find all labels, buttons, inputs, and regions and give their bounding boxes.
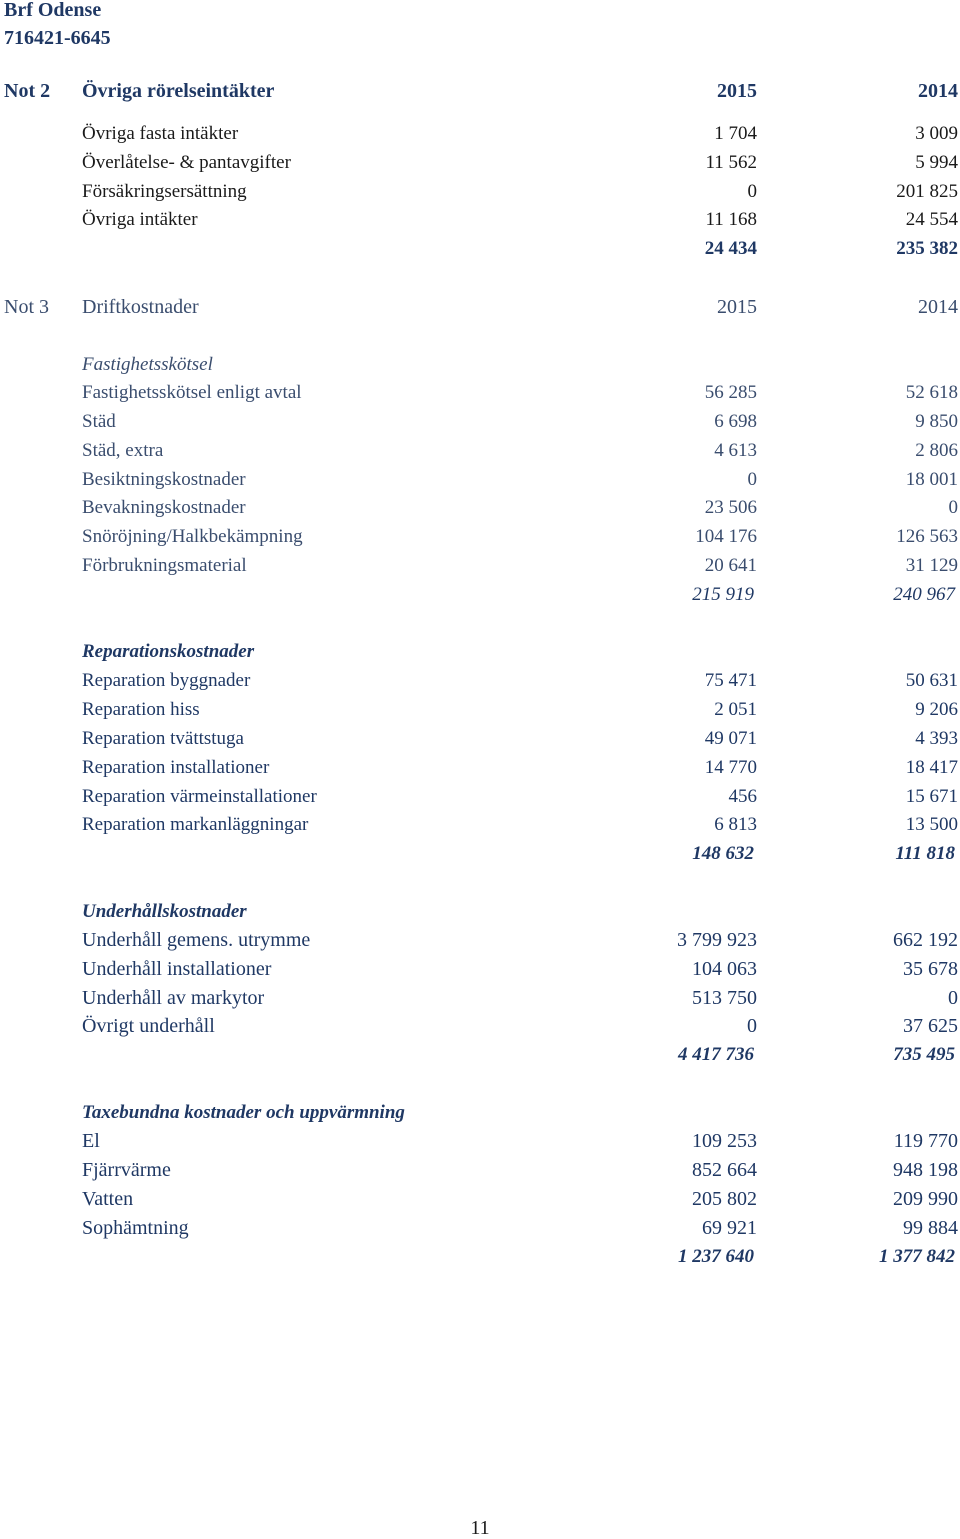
table-row-label: Besiktningskostnader <box>82 469 246 490</box>
table-row-value-2015: 11 168 <box>705 209 757 230</box>
table-row-value-2014: 3 009 <box>915 123 958 144</box>
table-row-label: Städ, extra <box>82 440 164 461</box>
table-row-label: Underhåll av markytor <box>82 987 265 1009</box>
table-row-label: Städ <box>82 411 116 432</box>
table-row-label: Reparation markanläggningar <box>82 814 309 835</box>
note2-year2: 2014 <box>918 80 958 102</box>
section-total-2015: 215 919 <box>692 584 754 605</box>
table-row-label: Bevakningskostnader <box>82 497 246 518</box>
section-total-2014: 111 818 <box>895 843 955 864</box>
table-row-value-2014: 119 770 <box>893 1130 958 1152</box>
table-row-value-2014: 31 129 <box>905 555 958 576</box>
table-row-label: Övriga fasta intäkter <box>82 123 239 144</box>
table-row-value-2015: 20 641 <box>704 555 757 576</box>
table-row-value-2014: 2 806 <box>915 440 958 461</box>
table-row-label: Vatten <box>82 1188 134 1210</box>
table-row-value-2015: 49 071 <box>704 728 757 749</box>
section-total-2015: 1 237 640 <box>678 1246 754 1267</box>
table-row-value-2015: 6 698 <box>714 411 757 432</box>
table-row-value-2015: 1 704 <box>714 123 757 144</box>
table-row-value-2015: 109 253 <box>692 1130 757 1152</box>
note2-title: Övriga rörelseintäkter <box>82 80 275 102</box>
note2-year1: 2015 <box>717 80 757 102</box>
table-row-value-2015: 456 <box>728 786 757 807</box>
section-title: Underhållskostnader <box>82 901 247 922</box>
table-row-label: Överlåtelse- & pantavgifter <box>82 152 291 173</box>
table-row-label: Reparation tvättstuga <box>82 728 244 749</box>
table-row-value-2014: 5 994 <box>915 152 958 173</box>
note3-title: Driftkostnader <box>82 296 199 318</box>
table-row-value-2014: 9 850 <box>915 411 958 432</box>
table-row-value-2015: 69 921 <box>702 1217 757 1239</box>
table-row-value-2014: 24 554 <box>905 209 958 230</box>
table-row-value-2015: 0 <box>747 1015 757 1037</box>
table-row-value-2015: 14 770 <box>704 757 757 778</box>
table-row-value-2015: 205 802 <box>692 1188 757 1210</box>
table-row-value-2015: 23 506 <box>704 497 757 518</box>
note3-year2: 2014 <box>918 296 958 318</box>
note2-total-2014: 235 382 <box>896 238 958 259</box>
page-number: 11 <box>470 1517 490 1539</box>
table-row-value-2014: 18 417 <box>905 757 958 778</box>
table-row-label: Reparation byggnader <box>82 670 251 691</box>
table-row-value-2015: 852 664 <box>692 1159 757 1181</box>
note3-year1: 2015 <box>717 296 757 318</box>
table-row-value-2015: 0 <box>747 181 757 202</box>
table-row-value-2014: 18 001 <box>905 469 958 490</box>
table-row-label: Reparation hiss <box>82 699 200 720</box>
table-row-value-2015: 104 176 <box>695 526 757 547</box>
section-total-2015: 4 417 736 <box>678 1044 754 1065</box>
note3-number: Not 3 <box>4 296 49 318</box>
note2-total-2015: 24 434 <box>704 238 757 259</box>
section-total-2014: 1 377 842 <box>879 1246 955 1267</box>
table-row-label: El <box>82 1130 100 1152</box>
table-row-label: Reparation värmeinstallationer <box>82 786 317 807</box>
table-row-label: Försäkringsersättning <box>82 181 247 202</box>
table-row-value-2014: 126 563 <box>896 526 958 547</box>
section-title: Taxebundna kostnader och uppvärmning <box>82 1102 405 1123</box>
table-row-label: Sophämtning <box>82 1217 189 1239</box>
section-total-2014: 735 495 <box>893 1044 955 1065</box>
section-total-2015: 148 632 <box>692 843 754 864</box>
table-row-value-2014: 37 625 <box>903 1015 958 1037</box>
table-row-value-2015: 104 063 <box>692 958 757 980</box>
table-row-value-2014: 201 825 <box>896 181 958 202</box>
table-row-value-2015: 0 <box>747 469 757 490</box>
table-row-label: Snöröjning/Halkbekämpning <box>82 526 303 547</box>
table-row-value-2014: 209 990 <box>893 1188 958 1210</box>
table-row-value-2015: 11 562 <box>705 152 757 173</box>
table-row-value-2015: 3 799 923 <box>677 929 757 951</box>
table-row-value-2014: 13 500 <box>905 814 958 835</box>
table-row-label: Förbrukningsmaterial <box>82 555 247 576</box>
table-row-label: Underhåll gemens. utrymme <box>82 929 311 951</box>
table-row-label: Övriga intäkter <box>82 209 198 230</box>
table-row-value-2014: 35 678 <box>903 958 958 980</box>
note2-number: Not 2 <box>4 80 51 102</box>
table-row-value-2014: 4 393 <box>915 728 958 749</box>
table-row-label: Fastighetsskötsel enligt avtal <box>82 382 302 403</box>
table-row-value-2014: 50 631 <box>905 670 958 691</box>
table-row-value-2014: 9 206 <box>915 699 958 720</box>
section-title: Fastighetsskötsel <box>82 354 213 375</box>
table-row-label: Underhåll installationer <box>82 958 272 980</box>
table-row-label: Reparation installationer <box>82 757 270 778</box>
table-row-label: Övrigt underhåll <box>82 1015 215 1037</box>
table-row-value-2014: 662 192 <box>893 929 958 951</box>
table-row-value-2014: 0 <box>948 987 958 1009</box>
org-number: 716421-6645 <box>4 27 111 49</box>
table-row-value-2015: 2 051 <box>714 699 757 720</box>
section-title: Reparationskostnader <box>82 641 255 662</box>
section-total-2014: 240 967 <box>893 584 955 605</box>
table-row-value-2015: 513 750 <box>692 987 757 1009</box>
table-row-value-2015: 75 471 <box>704 670 757 691</box>
table-row-value-2014: 948 198 <box>893 1159 958 1181</box>
table-row-value-2015: 4 613 <box>714 440 757 461</box>
table-row-value-2014: 0 <box>948 497 958 518</box>
table-row-value-2015: 56 285 <box>704 382 757 403</box>
table-row-value-2014: 52 618 <box>905 382 958 403</box>
table-row-value-2014: 15 671 <box>905 786 958 807</box>
table-row-label: Fjärrvärme <box>82 1159 171 1181</box>
table-row-value-2015: 6 813 <box>714 814 757 835</box>
org-name: Brf Odense <box>4 0 102 21</box>
table-row-value-2014: 99 884 <box>903 1217 958 1239</box>
